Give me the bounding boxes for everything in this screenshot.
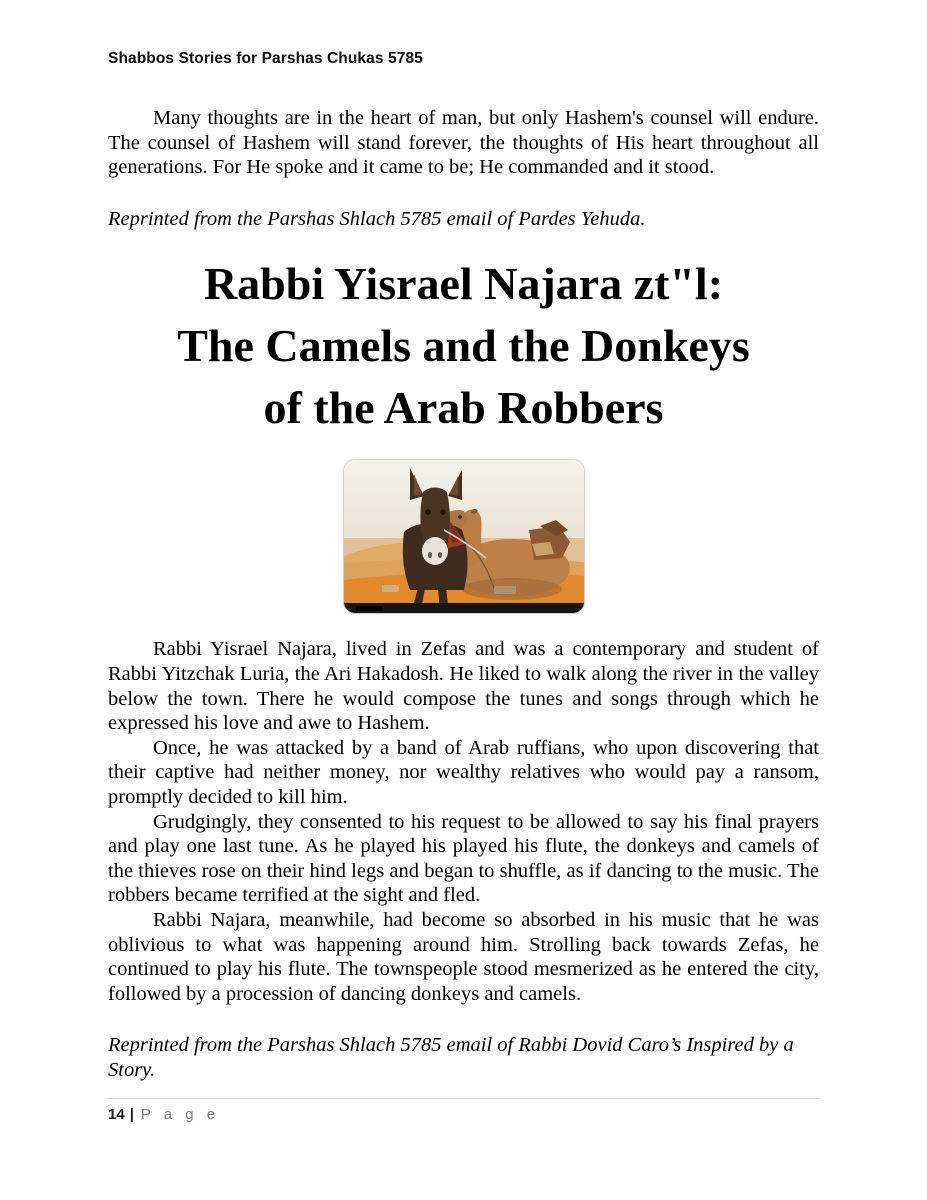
story-title-line-2: The Camels and the Donkeys <box>177 320 750 372</box>
page-header-title: Shabbos Stories for Parshas Chukas 5785 <box>108 50 423 67</box>
story-title-line-1: Rabbi Yisrael Najara zt"l: <box>203 258 724 310</box>
watermark-blur-right <box>494 586 516 594</box>
footer-page-number: 14 <box>108 1106 125 1123</box>
intro-paragraph: Many thoughts are in the heart of man, but only Hashem's counsel will endure. The counsel of Hashem will stand forever, the thoughts of His heart throughout all generations. For He spoke and it came to be; He commanded and it stood. <box>108 107 819 179</box>
photo-bottom-mark <box>356 606 382 611</box>
footer-page-label: P a g e <box>140 1106 220 1123</box>
donkey-camel-illustration <box>344 460 584 613</box>
story-title-line-3: of the Arab Robbers <box>263 382 664 434</box>
story-paragraph-2: Once, he was attacked by a band of Arab ruffians, who upon discovering that their captive had neither money, nor wealthy relatives who would pay a ransom, promptly decided to kill him. <box>108 736 819 808</box>
donkey-left-eye <box>425 510 430 515</box>
reprint-attribution-pardes: Reprinted from the Parshas Shlach 5785 email of Pardes Yehuda. <box>108 207 646 230</box>
page-content <box>108 0 819 1103</box>
donkey-muzzle <box>422 537 448 565</box>
page-footer <box>108 1098 819 1123</box>
story-paragraph-3: Grudgingly, they consented to his request to be allowed to say his final prayers and play one last tune. As he played his played his flute, the donkeys and camels of the thieves rose on their hind legs and began to shuffle, as if dancing to the music. The robbers became terrified at the sight and fled. <box>108 810 819 907</box>
camel-eye <box>458 516 462 520</box>
watermark-blur-left <box>382 585 399 592</box>
story-body <box>108 637 819 1006</box>
reprint-attribution-caro: Reprinted from the Parshas Shlach 5785 email of Rabbi Dovid Caro’s Inspired by a Story. <box>108 1034 794 1081</box>
donkey-nostril-right <box>437 552 441 558</box>
story-title <box>108 253 819 439</box>
donkey-camel-image <box>343 459 585 614</box>
donkey-nostril-left <box>427 552 431 558</box>
story-paragraph-1: Rabbi Yisrael Najara, lived in Zefas and was a contemporary and student of Rabbi Yitzchak Luria, the Ari Hakadosh. He liked to walk along the river in the valley below the town. There he would compose the tunes and songs through which he expressed his love and awe to Hashem. <box>108 638 819 735</box>
donkey-right-eye <box>440 510 445 515</box>
story-paragraph-4: Rabbi Najara, meanwhile, had become so absorbed in his music that he was oblivious to what was happening around him. Strolling back towards Zefas, he continued to play his flute. The townspeople stood mesmerized as he entered the city, followed by a procession of dancing donkeys and camels. <box>108 908 819 1005</box>
footer-separator: | <box>129 1106 134 1123</box>
